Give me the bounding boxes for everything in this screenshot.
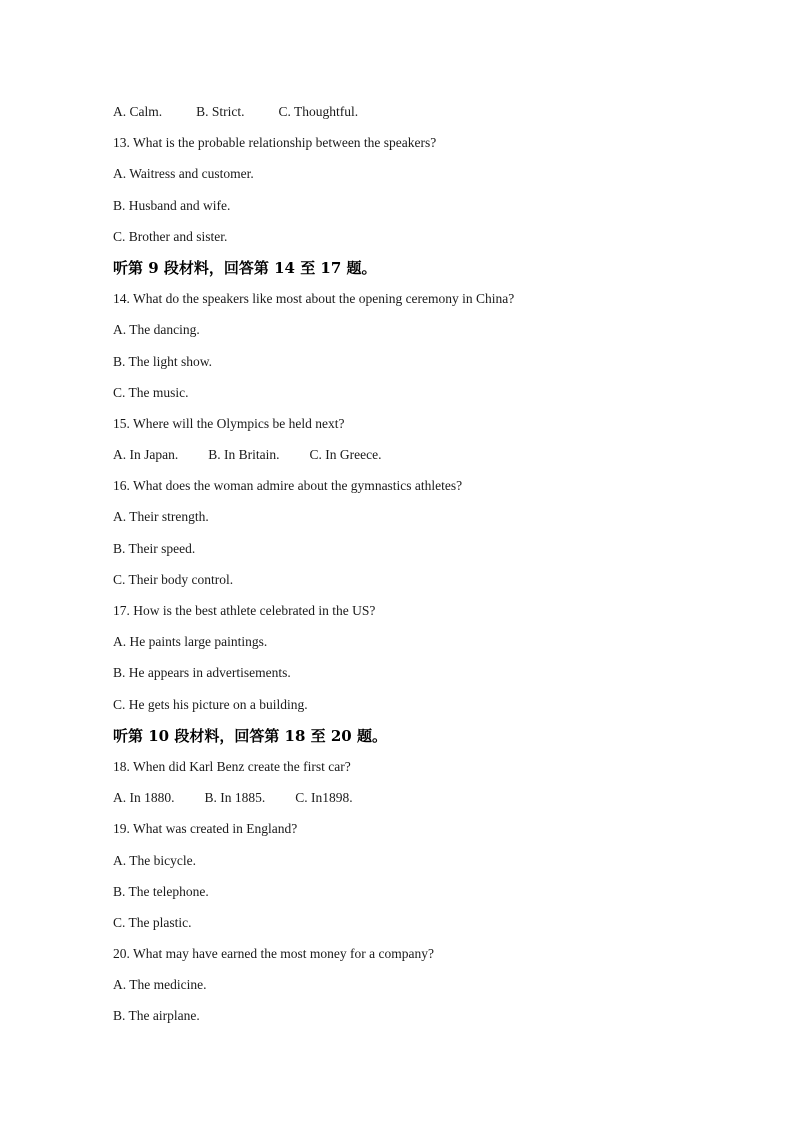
option-a: A. The dancing. — [113, 322, 200, 338]
option-b: B. The light show. — [113, 353, 213, 369]
option-c: C. Their body control. — [113, 571, 234, 587]
question-20: 20. What may have earned the most money for a company? — [113, 946, 435, 962]
option-a: A. He paints large paintings. — [113, 634, 268, 650]
option-b: B. The telephone. — [113, 883, 209, 899]
question-17: 17. How is the best athlete celebrated in the US? — [113, 603, 376, 618]
option-a: A. Waitress and customer. — [113, 166, 254, 182]
option-c: C. Brother and sister. — [113, 228, 228, 244]
question-18: 18. When did Karl Benz create the first car? — [113, 758, 351, 774]
option-row — [113, 101, 733, 132]
option-c: C. The music. — [113, 384, 189, 400]
option-c: C. The plastic. — [113, 914, 192, 930]
option-row — [113, 444, 733, 475]
question-16: 16. What does the woman admire about the gymnastics athletes? — [113, 478, 463, 494]
option-a: A. Their strength. — [113, 509, 209, 525]
option-b: B. He appears in advertisements. — [113, 665, 291, 681]
option-c: C. Thoughtful. — [278, 104, 359, 119]
question-14: 14. What do the speakers like most about the opening ceremony in China? — [113, 291, 515, 307]
question-13: 13. What is the probable relationship between the speakers? — [113, 135, 437, 151]
section-heading: 听第 10 段材料，回答第 18 至 20 题。 — [113, 726, 387, 745]
option-c: C. In Greece. — [309, 447, 382, 463]
option-b: B. Husband and wife. — [113, 197, 231, 213]
option-c: C. In1898. — [295, 790, 353, 806]
option-a: A. Calm. — [113, 104, 163, 119]
option-b: B. In 1885. — [204, 790, 266, 806]
document-page — [113, 101, 733, 1037]
option-c: C. He gets his picture on a building. — [113, 696, 308, 712]
option-a: A. In 1880. — [113, 790, 175, 806]
section-heading: 听第 9 段材料，回答第 14 至 17 题。 — [113, 258, 377, 277]
question-19: 19. What was created in England? — [113, 821, 298, 837]
option-b: B. In Britain. — [208, 447, 280, 463]
option-b: B. Strict. — [196, 104, 245, 119]
option-row — [113, 787, 733, 818]
option-a: A. The medicine. — [113, 977, 207, 993]
option-a: A. In Japan. — [113, 447, 179, 463]
option-a: A. The bicycle. — [113, 852, 196, 868]
question-15: 15. Where will the Olympics be held next? — [113, 415, 345, 431]
option-b: B. Their speed. — [113, 540, 196, 556]
option-b: B. The airplane. — [113, 1008, 200, 1024]
